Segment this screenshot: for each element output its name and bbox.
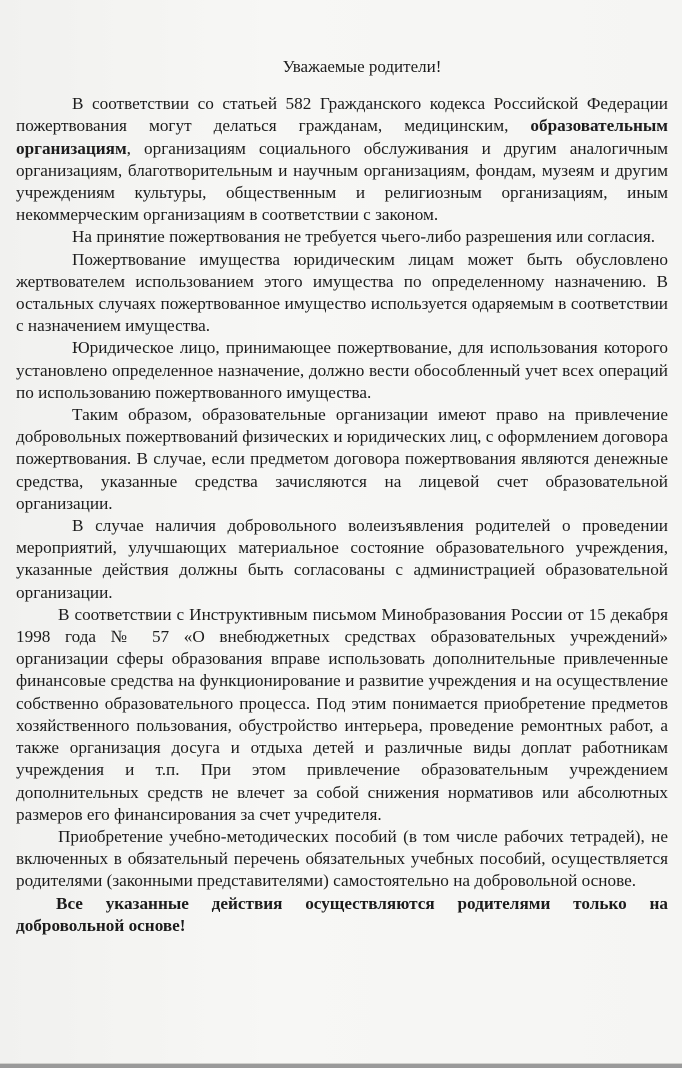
- document-title: Уважаемые родители!: [282, 57, 442, 76]
- paragraph-civil-code-end: , организациям социального обслуживания и другим аналогичным организациям, благотворительным и научным организациям, фондам, музеям и другим учреждениям культуры, общественным и религиозным организациям, иным некоммерческим организациям в соответствии с законом.: [16, 138, 668, 225]
- paragraph-no-permission: На принятие пожертвования не требуется чьего-либо разрешения или согласия.: [72, 227, 656, 247]
- paragraph-civil-code: [16, 93, 668, 226]
- page-bottom-edge: [0, 1064, 682, 1068]
- paragraph-conditional-donation: Пожертвование имущества юридическим лицам может быть обусловлено жертвователем использованием этого имущества по определенному назначению. В остальных случаях пожертвованное имущество используется одаряемым в соответствии с назначением имущества.: [16, 249, 668, 336]
- paragraph-parents-initiative: В случае наличия добровольного волеизъявления родителей о проведении мероприятий, улучшающих материальное состояние образовательного учреждения, указанные действия должны быть согласованы с администрацией образовательной организации.: [16, 516, 668, 602]
- paragraph-civil-code-start: В соответствии со статьей 582 Гражданского кодекса Российской Федерации пожертвования могут делаться гражданам, медицинским,: [16, 94, 668, 136]
- paragraph-workbooks: Приобретение учебно-методических пособий (в том числе рабочих тетрадей), не включенных в обязательный перечень обязательных учебных пособий, осуществляется родителями (законными представителями) самостоятельно на добровольной основе.: [16, 826, 668, 891]
- paragraph-separate-accounting: Юридическое лицо, принимающее пожертвование, для использования которого установлено определенное назначение, должно вести обособленный учет всех операций по использованию пожертвованного имущества.: [16, 338, 668, 402]
- paragraph-civil-code-bold: образовательным организациям: [16, 116, 668, 158]
- paragraph-ministry-letter: В соответствии с Инструктивным письмом Минобразования России от 15 декабря 1998 года № 57 «О внебюджетных средствах образовательных учреждений» организации сферы образования вправе использовать дополнительные привлеченные финансовые средства на функционирование и развитие учреждения и на осуществление собственно образовательного процесса. Под этим понимается приобретение предметов хозяйственного пользования, обустройство интерьера, проведение ремонтных работ, а также организация досуга и отдыха детей и различные виды доплат работникам учреждения и т.п. При этом привлечение образовательным учреждением дополнительных средств не влечет за собой снижения нормативов или абсолютных размеров его финансирования за счет учредителя.: [16, 604, 668, 824]
- paragraph-voluntary-basis: Все указанные действия осуществляются родителями только на добровольной основе!: [16, 893, 668, 935]
- paragraph-right-to-donations: Таким образом, образовательные организации имеют право на привлечение добровольных пожертвований физических и юридических лиц, с оформлением договора пожертвования. В случае, если предметом договора пожертвования являются денежные средства, указанные средства зачисляются на лицевой счет образовательной организации.: [16, 405, 668, 513]
